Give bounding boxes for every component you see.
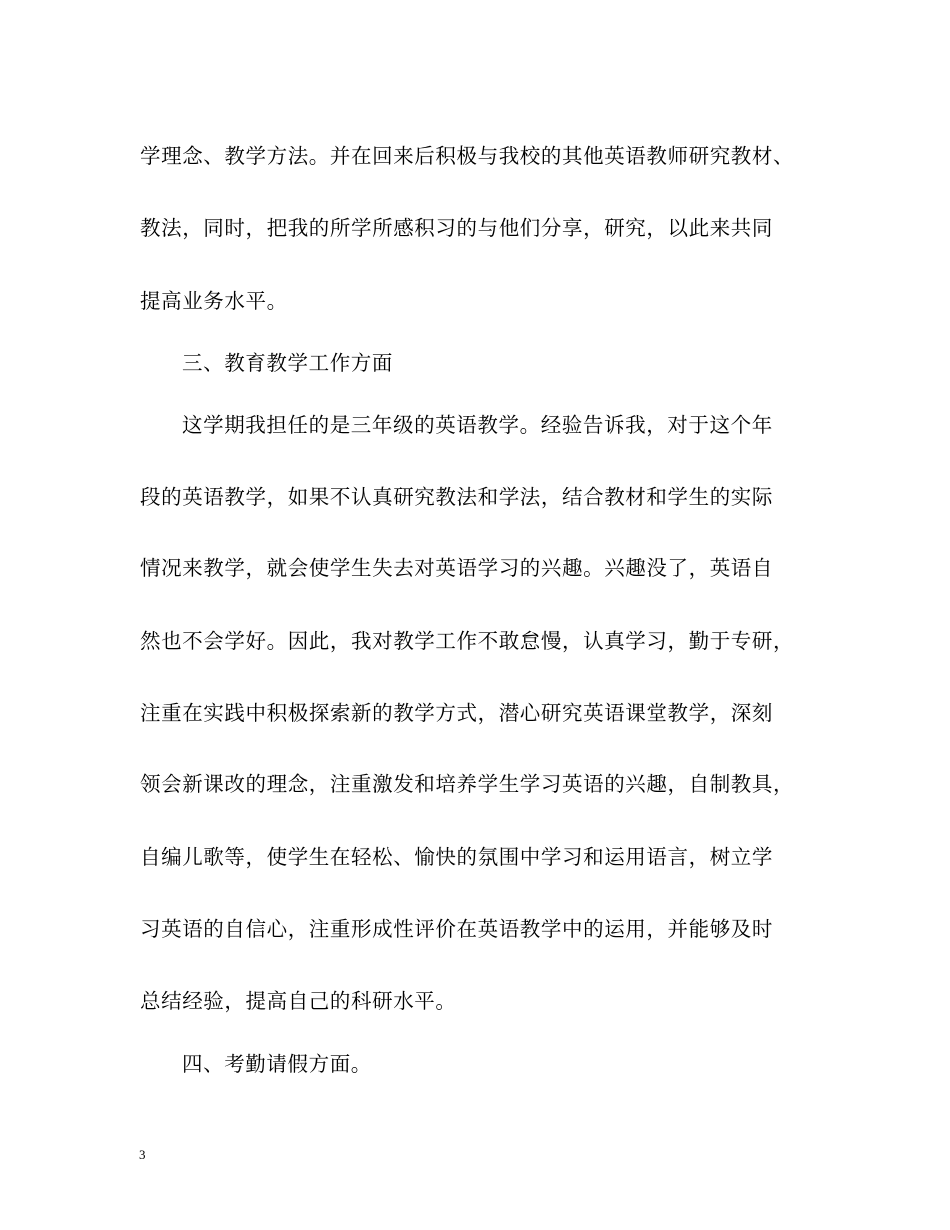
page-number: 3 (139, 1147, 146, 1162)
text-line: 学理念、教学方法。并在回来后积极与我校的其他英语教师研究教材、 (140, 144, 795, 168)
section-heading: 四、考勤请假方面。 (182, 1052, 372, 1076)
text-line: 习英语的自信心，注重形成性评价在英语教学中的运用，并能够及时 (140, 917, 773, 941)
text-line: 总结经验，提高自己的科研水平。 (140, 989, 457, 1013)
text-line: 自编儿歌等，使学生在轻松、愉快的氛围中学习和运用语言，树立学 (140, 845, 773, 869)
text-line: 情况来教学，就会使学生失去对英语学习的兴趣。兴趣没了，英语自 (140, 556, 773, 580)
section-heading: 三、教育教学工作方面 (182, 351, 393, 375)
text-line: 然也不会学好。因此，我对教学工作不敢怠慢，认真学习，勤于专研， (140, 629, 795, 653)
text-line: 教法，同时，把我的所学所感积习的与他们分享，研究，以此来共同 (140, 216, 773, 240)
text-line: 注重在实践中积极探索新的教学方式，潜心研究英语课堂教学，深刻 (140, 701, 773, 725)
text-line: 提高业务水平。 (140, 289, 288, 313)
text-line: 这学期我担任的是三年级的英语教学。经验告诉我，对于这个年 (182, 413, 773, 437)
text-line: 段的英语教学，如果不认真研究教法和学法，结合教材和学生的实际 (140, 485, 773, 509)
text-line: 领会新课改的理念，注重激发和培养学生学习英语的兴趣，自制教具， (140, 772, 795, 796)
